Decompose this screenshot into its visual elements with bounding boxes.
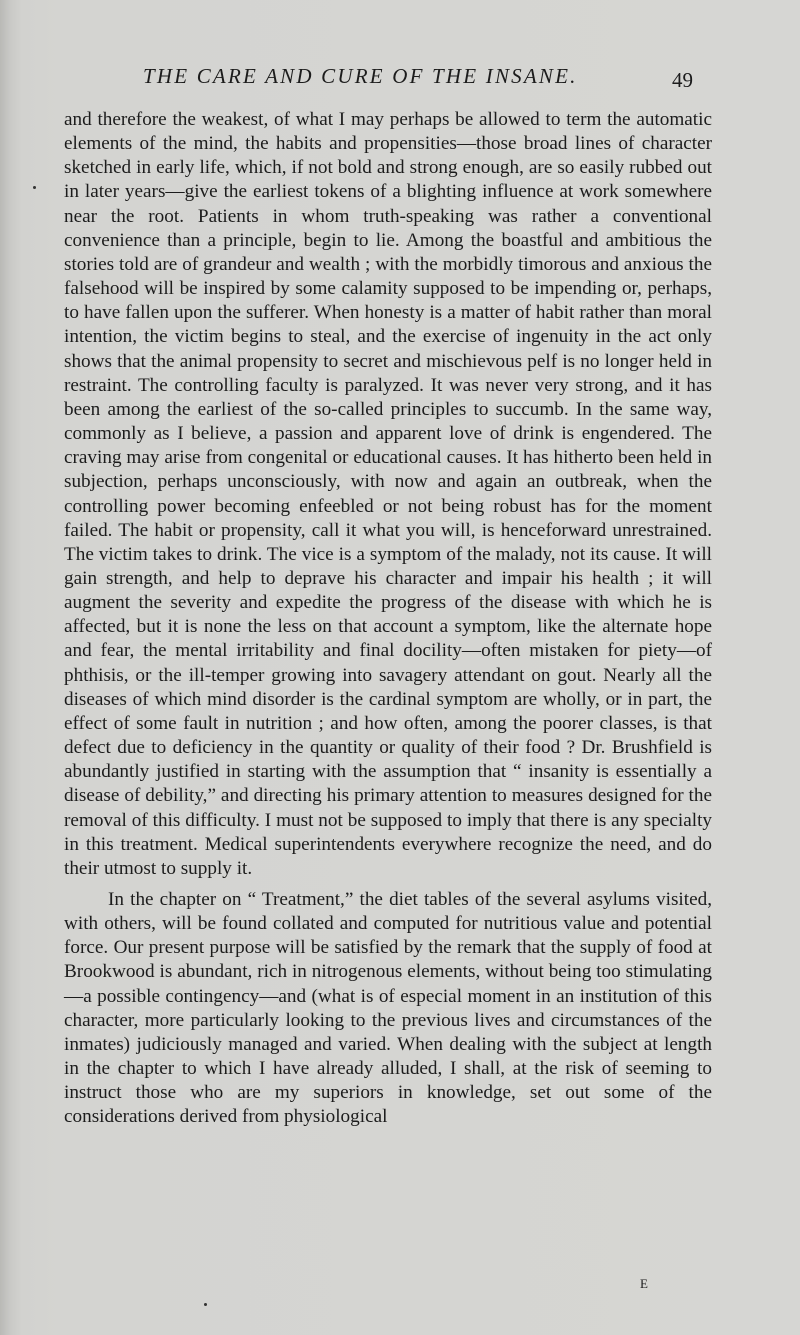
body-text bbox=[64, 108, 712, 1130]
paragraph-1: and therefore the weakest, of what I may perhaps be allowed to term the automatic elements of the mind, the habits and propensities—those broad lines of character sketched in early life, which, if not bold and strong enough, are so easily rubbed out in later years—give the earliest tokens of a blighting influence at work somewhere near the root. Patients in whom truth-speaking was rather a conventional convenience than a principle, begin to lie. Among the boastful and ambitious the stories told are of grandeur and wealth ; with the morbidly timorous and anxious the falsehood will be inspired by some calamity supposed to be impending or, perhaps, to have fallen upon the sufferer. When honesty is a matter of habit rather than moral intention, the victim begins to steal, and the exercise of ingenuity in the act only shows that the animal propensity to secret and mischievous pelf is no longer held in restraint. The controlling faculty is paralyzed. It was never very strong, and it has been among the earliest of the so-called principles to succumb. In the same way, commonly as I believe, a passion and apparent love of drink is engendered. The craving may arise from congenital or educational causes. It has hitherto been held in subjection, perhaps unconsciously, with now and again an outbreak, when the controlling power becoming enfeebled or not being robust has for the moment failed. The habit or propensity, call it what you will, is henceforward unrestrained. The victim takes to drink. The vice is a symptom of the malady, not its cause. It will gain strength, and help to deprave his character and impair his health ; it will augment the severity and expedite the progress of the disease with which he is affected, but it is none the less on that account a symptom, like the alternate hope and fear, the mental irritability and final docility—often mistaken for piety—of phthisis, or the ill-temper growing into savagery attendant on gout. Nearly all the diseases of which mind disorder is the cardinal symptom are wholly, or in part, the effect of some fault in nutrition ; and how often, among the poorer classes, is that defect due to deficiency in the quantity or quality of their food ? Dr. Brushfield is abundantly justified in starting with the assumption that “ insanity is essentially a disease of debility,” and directing his primary attention to measures designed for the removal of this difficulty. I must not be supposed to imply that there is any specialty in this treatment. Medical superintendents everywhere recognize the need, and do their utmost to supply it. bbox=[64, 109, 712, 879]
page-number: 49 bbox=[672, 68, 693, 92]
paragraph-2: In the chapter on “ Treatment,” the diet tables of the several asylums visited, with others, will be found collated and computed for nutritious value and potential force. Our present purpose will be satisfied by the remark that the supply of food at Brookwood is abundant, rich in nitrogenous elements, without being too stimulating—a possible contingency—and (what is of especial moment in an institution of this character, more particularly looking to the previous lives and circumstances of the inmates) judiciously managed and varied. When dealing with the subject at length in the chapter to which I have already alluded, I shall, at the risk of seeming to instruct those who are my superiors in knowledge, set out some of the considerations derived from physiological bbox=[64, 889, 712, 1128]
running-title: THE CARE AND CURE OF THE INSANE. bbox=[143, 64, 578, 88]
margin-speck bbox=[33, 186, 36, 189]
signature-mark: E bbox=[640, 1276, 649, 1291]
page-header bbox=[0, 60, 800, 94]
margin-speck bbox=[204, 1303, 207, 1306]
